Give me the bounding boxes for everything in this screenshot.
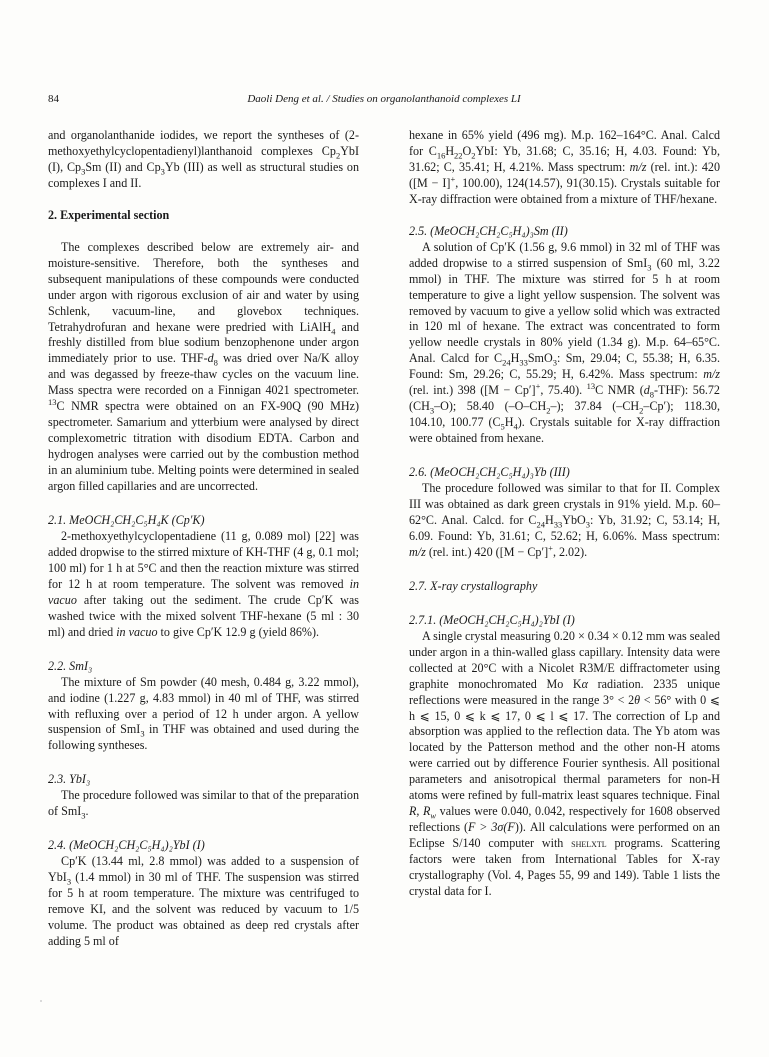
subsection-title-2-7-1: 2.7.1. (MeOCH₂CH₂C₅H₄)₂YbI (I) <box>409 612 575 627</box>
subsection-title-2-5: 2.5. (MeOCH₂CH₂C₅H₄)₃Sm (II) <box>409 223 568 238</box>
left-column <box>48 128 359 950</box>
paragraph-2-2: The mixture of Sm powder (40 mesh, 0.484 g, 3.22 mmol), and iodine (1.227 g, 4.83 mmol) in 40 ml of THF, was stirred with refluxing over a period of 12 h under argon. A yellow suspension of SmI$_3$ in THF was obtained and used during the following syntheses. <box>48 674 359 753</box>
subsection-title-2-1: 2.1. MeOCH₂CH₂C₅H₄K (Cp′K) <box>48 513 205 528</box>
paragraph-2-4-continued: hexane in 65% yield (496 mg). M.p. 162–164°C. Anal. Calcd for $C_{16}H_{22}O_2YbI$: Yb, 31.68; C, 35.16; H, 4.03. Found: Yb, 31.62; C, 35.41; H, 4.21%. Mass spectrum: m/z (rel. int.): 420 ([M − I]+, 100.00), 124(14.57), 91(30.15). Crystals suitable for X-ray diffraction were obtained from a mixture of THF/hexane. <box>409 128 721 206</box>
paragraph-2-7-1: A single crystal measuring 0.20 × 0.34 × 0.12 mm was sealed under argon in a thin-walled glass capillary. Intensity data were collected at 20°C with a Nicolet R3M/E diffractometer using graphite monochromated Mo Kα radiation. 2335 unique reflections were measured in the range 3° < 2θ < 56° with 0 ⩽ h ⩽ 15, 0 ⩽ k ⩽ 17, 0 ⩽ l ⩽ 17. The correction of Lp and absorption was applied to the reflection data. The Yb atom was located by the Patterson method and the other non-H atoms were carried out by difference Fourier synthesis. All positional parameters and anisotropical thermal parameters for non-H atoms were refined by full-matrix least squares technique. Final R, $R_w$ values were 0.040, 0.042, respectively for 1608 observed reflections (F > 3σ(F)). All calculations were performed on an Eclipse S/140 computer with shelxtl programs. Scattering factors were taken from International Tables for X-ray crystallography (Vol. 4, Pages 55, 99 and 149). Table 1 lists the crystal data for I. <box>409 628 721 898</box>
subsection-title-2-7: 2.7. X-ray crystallography <box>409 578 538 593</box>
experimental-paragraph: The complexes described below are extremely air- and moisture-sensitive. Therefore, both the syntheses and subsequent manipulations of these compounds were conducted under argon with rigorous exclusion of air and water by using Schlenk, vacuum-line, and glovebox techniques. Tetrahydrofuran and hexane were predried with LiAlH$_4$ and freshly distilled from blue sodium benzophenone under argon immediately prior to use. THF-$d_8$ was dried over Na/K alloy and was degassed by freeze-thaw cycles on the vacuum line. Mass spectra were recorded on a Finnigan 4021 spectrometer. $^{13}$C NMR spectra were obtained on an FX-90Q (90 MHz) spectrometer. Samarium and ytterbium were analysed by direct complexometric titration with disodium EDTA. Carbon and hydrogen analyses were carried out by the combustion method in an aluminium tube. Melting points were determined in sealed argon filled capillaries and are uncorrected. <box>48 239 360 494</box>
paragraph-2-4: Cp′K (13.44 ml, 2.8 mmol) was added to a suspension of YbI$_3$ (1.4 mmol) in 30 ml of THF. The suspension was stirred for 5 h at room temperature. The mixture was centrifuged to remove KI, and the solvent was reduced by vacuum to 1/5 volume. The product was obtained as deep red crystals after adding 5 ml of <box>48 854 359 948</box>
running-header <box>48 92 720 108</box>
intro-paragraph: and organolanthanide iodides, we report the syntheses of (2-methoxyethylcyclopentadienyl)lanthanoid complexes $Cp_2YbI$ (I), $Cp_3Sm$ (II) and $Cp_3Yb$ (III) as well as structural studies on complexes I and II. <box>48 128 359 190</box>
right-column <box>409 128 720 900</box>
subsection-title-2-2: 2.2. SmI₃ <box>48 658 93 673</box>
scan-speck <box>40 1000 42 1002</box>
running-title: Daoli Deng et al. / Studies on organolanthanoid complexes LI <box>247 93 521 105</box>
subsection-title-2-4: 2.4. (MeOCH₂CH₂C₅H₄)₂YbI (I) <box>48 838 205 853</box>
paragraph-2-5: A solution of Cp′K (1.56 g, 9.6 mmol) in 32 ml of THF was added dropwise to a stirred suspension of SmI$_3$ (60 ml, 3.22 mmol) in THF. The mixture was stirred for 5 h at room temperature to give a light yellow suspension. The solvent was removed by vacuum to give a yellow solid which was extracted in 120 ml of hexane. The extract was concentrated to form yellow needle crystals in 80% yield (1.34 g). M.p. 64–65°C. Anal. Calcd for $C_{24}H_{33}SmO_3$: Sm, 29.04; C, 55.38; H, 6.35. Found: Sm, 29.26; C, 55.29; H, 6.42%. Mass spectrum: m/z (rel. int.) 398 ([M − Cp′]+, 75.40). $^{13}$C NMR $(d_8-THF)$: 56.72 $(CH_3-O)$; 58.40 $(-O-CH_2-)$; 37.84 $(-CH_2-Cp')$; 118.30, 104.10, 100.77 $(C_5H_4)$. Crystals suitable for X-ray diffraction were obtained from hexane. <box>409 239 720 446</box>
subsection-title-2-3: 2.3. YbI₃ <box>48 772 91 787</box>
paragraph-2-1: 2-methoxyethylcyclopentadiene (11 g, 0.089 mol) [22] was added dropwise to the stirred mixture of KH-THF (4 g, 0.1 mol; 100 ml) for 1 h at 5°C and then the reaction mixture was stirred for 12 h at room temperature. The solvent was removed in vacuo after taking out the sediment. The crude Cp′K was washed twice with the mixed solvent THF-hexane (5 ml : 30 ml) and dried in vacuo to give Cp′K 12.9 g (yield 86%). <box>48 528 359 639</box>
paragraph-2-3: The procedure followed was similar to that of the preparation of SmI$_3$. <box>48 788 359 821</box>
subsection-title-2-6: 2.6. (MeOCH₂CH₂C₅H₄)₃Yb (III) <box>409 465 570 480</box>
section-title-experimental: 2. Experimental section <box>48 207 170 222</box>
page-number: 84 <box>48 93 59 105</box>
paragraph-2-6: The procedure followed was similar to that for II. Complex III was obtained as dark green crystals in 91% yield. M.p. 60–62°C. Anal. Calcd. for $C_{24}H_{33}YbO_3$: Yb, 31.92; C, 53.14; H, 6.09. Found: Yb, 31.61; C, 52.62; H, 6.06%. Mass spectrum: m/z (rel. int.) 420 ([M − Cp′]+, 2.02). <box>409 481 720 559</box>
